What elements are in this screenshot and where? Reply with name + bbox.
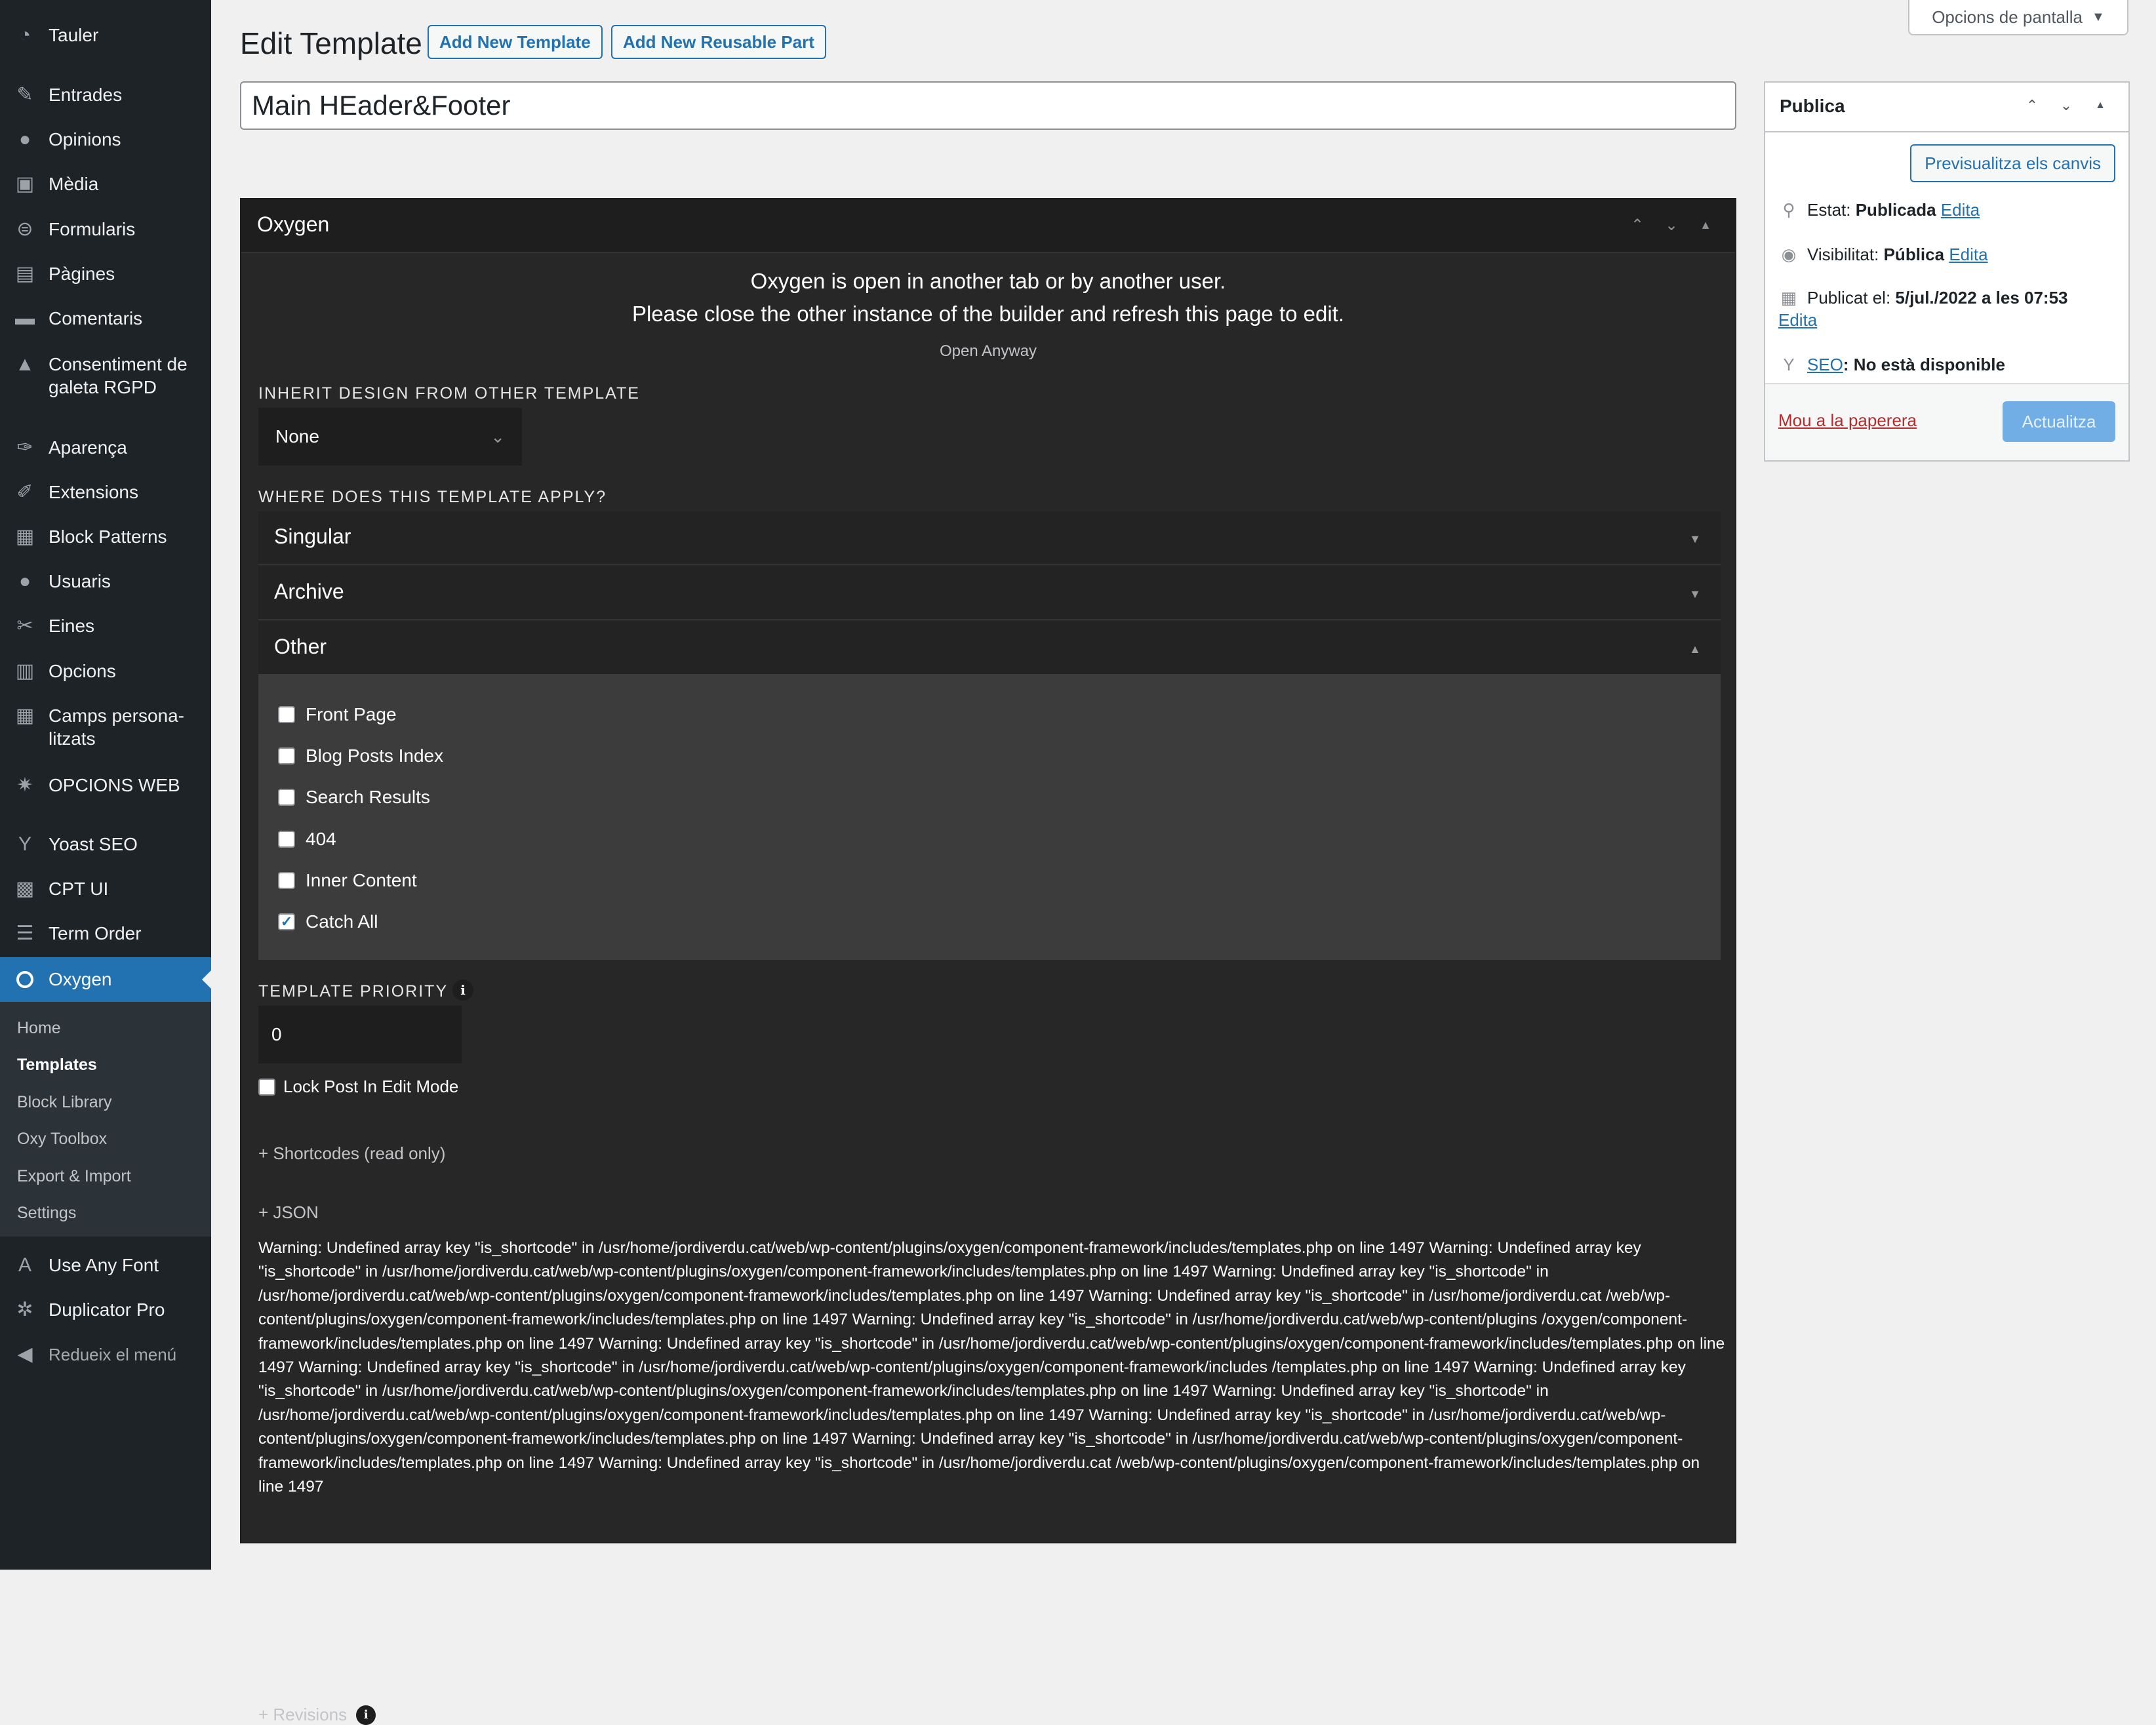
template-priority-input[interactable]: 0 (258, 1006, 462, 1063)
collapse-menu-button[interactable] (0, 1343, 211, 1385)
section-other[interactable] (258, 622, 1721, 675)
menu-item-cookie-consent[interactable] (0, 353, 211, 405)
media-icon: ▣ (15, 173, 35, 195)
gear-icon: ✷ (16, 774, 33, 796)
inherit-design-value: None (275, 426, 319, 446)
edit-date-row (1778, 308, 1817, 332)
option-front-page[interactable] (278, 702, 397, 728)
lock-icon: ▲ (15, 353, 35, 375)
submenu-home[interactable]: Home (17, 1019, 61, 1037)
edit-visibility-link[interactable]: Edita (1949, 245, 1988, 264)
menu-label: Redueix el menú (49, 1345, 177, 1364)
checkbox[interactable] (278, 789, 295, 806)
edit-date-link[interactable]: Edita (1778, 310, 1818, 330)
comment-icon: ▬ (15, 307, 35, 329)
menu-item-plugins[interactable] (0, 481, 211, 523)
menu-item-posts[interactable] (0, 83, 211, 125)
menu-label: OPCIONS WEB (49, 775, 180, 795)
checkbox[interactable] (258, 1079, 275, 1096)
menu-label: Entrades (49, 85, 123, 105)
lock-post-option[interactable] (258, 1077, 458, 1097)
menu-label: Tauler (49, 25, 99, 45)
collapse-arrow-icon: ▲ (1689, 643, 1701, 656)
template-title-input[interactable]: Main HEader&Footer (240, 81, 1736, 130)
admin-sidebar (0, 0, 211, 1570)
list-icon: ☰ (16, 922, 34, 944)
menu-label: Mèdia (49, 174, 99, 194)
section-label: Singular (274, 525, 351, 548)
submenu-templates[interactable]: Templates (17, 1056, 97, 1074)
menu-item-reviews[interactable] (0, 128, 211, 170)
oxygen-box-title: Oxygen (257, 212, 330, 236)
revisions-toggle-link[interactable] (258, 1705, 376, 1725)
inherit-design-select[interactable] (258, 408, 522, 466)
status-row (1778, 198, 1980, 222)
submenu-settings[interactable]: Settings (17, 1204, 77, 1222)
menu-item-appearance[interactable] (0, 436, 211, 478)
user-icon: ● (18, 129, 31, 150)
eye-icon: ◉ (1781, 245, 1797, 264)
menu-label: Usuaris (49, 571, 111, 591)
update-button[interactable]: Actualitza (2003, 401, 2115, 442)
menu-label: Yoast SEO (49, 834, 138, 854)
duplicator-icon: ✲ (16, 1299, 33, 1320)
php-warnings-text: Warning: Undefined array key "is_shortcode" in /usr/home/jordiverdu.cat/web/wp-content/plugins/oxygen/component-framework/includes/templates.php on line 1497 Warning: Undefined array key "is_shortcode" in /usr/home/jordiverdu.cat/web/wp-content/plugins/oxygen/component-framework/includes/templates.php on line 1497 Warning: Undefined array key "is_shortcode" in /usr/home/jordiverdu.cat/web/wp-content/plugins/oxygen/component-framework/includes/templates.php on line 1497 Warning: Undefined array key "is_shortcode" in /usr/home/jordiverdu.cat /web/wp-content/plugins/oxygen/component-framework/includes/templates.php on line 1497 Warning: Undefined array key "is_shortcode" in /usr/home/jordiverdu.cat/web/wp-content/plugins /oxygen/component-framework/includes/templates.php on line 1497 Warning: Undefined array key "is_shortcode" in /usr/home/jordiverdu.cat/web/wp-content/plugins/oxygen/component-framework/includes/templates.php on line 1497 Warning: Undefined array key "is_shortcode" in /usr/home/jordiverdu.cat/web/wp-content/plugins/oxygen/component-framework/includes /templates.php on line 1497 Warning: Undefined array key "is_shortcode" in /usr/home/jordiverdu.cat/web/wp-content/plugins/oxygen/component-framework/includes/templates.php on line 1497 Warning: Undefined array key "is_shortcode" in /usr/home/jordiverdu.cat/web/wp-content/plugins/oxygen/component-framework/includes/templates.php on line 1497 Warning: Undefined array key "is_shortcode" in /usr/home/jordiverdu.cat/web/wp-content/plugins/oxygen/component-framework/includes/templates.php on line 1497 Warning: Undefined array key "is_shortcode" in /usr/home/jordiverdu.cat/web/wp-content/plugins/oxygen/component-framework/includes/templates.php on line 1497 Warning: Undefined array key "is_shortcode" in /usr/home/jordiverdu.cat /web/wp-content/plugins/oxygen/component-framework/includes/templates.php on line 1497 (258, 1239, 1725, 1496)
option-label: Front Page (306, 704, 397, 724)
menu-item-use-any-font[interactable] (0, 1254, 211, 1296)
option-label: Catch All (306, 911, 378, 932)
json-toggle-link[interactable]: + JSON (258, 1202, 319, 1222)
template-priority-label: TEMPLATE PRIORITY (258, 982, 449, 1001)
info-icon[interactable]: i (356, 1705, 376, 1725)
shortcodes-toggle-link[interactable]: + Shortcodes (read only) (258, 1143, 446, 1163)
oxygen-lock-notice: Oxygen is open in another tab or by another user. (750, 269, 1226, 293)
move-down-icon[interactable]: ⌄ (2060, 97, 2073, 113)
option-label: 404 (306, 829, 336, 849)
pin-icon: ⚲ (1782, 200, 1795, 220)
grid-icon: ▦ (15, 526, 35, 547)
preview-changes-button[interactable]: Previsualitza els canvis (1910, 144, 2115, 182)
oxygen-box-header (241, 199, 1735, 253)
menu-label: Comentaris (49, 308, 143, 328)
submenu-block-library[interactable]: Block Library (17, 1093, 112, 1111)
submenu-export-import[interactable]: Export & Import (17, 1167, 131, 1185)
publish-box-header (1765, 83, 2128, 132)
checkbox[interactable] (278, 747, 295, 764)
other-options-panel (258, 674, 1721, 960)
toggle-panel-icon[interactable]: ▲ (1700, 218, 1711, 231)
visibility-row (1778, 243, 1988, 266)
seo-row (1778, 353, 2005, 376)
add-new-template-button[interactable]: Add New Template (428, 25, 603, 59)
option-search-results[interactable] (278, 784, 430, 810)
visibility-value: Pública (1883, 245, 1945, 264)
menu-item-cpt-ui[interactable] (0, 877, 211, 919)
menu-label: Opcions (49, 661, 116, 681)
published-value: 5/jul./2022 a les 07:53 (1895, 288, 2068, 307)
pin-icon: ✎ (16, 84, 33, 106)
template-apply-label: WHERE DOES THIS TEMPLATE APPLY? (258, 488, 607, 506)
screen-options-button[interactable] (1908, 0, 2128, 35)
section-label: Archive (274, 580, 344, 603)
plugin-icon: ✐ (16, 481, 33, 503)
move-to-trash-link[interactable]: Mou a la paperera (1778, 410, 1917, 430)
menu-item-forms[interactable] (0, 218, 211, 260)
toggle-panel-icon[interactable]: ▲ (2095, 100, 2106, 111)
menu-label: Oxygen (49, 969, 112, 989)
section-label: Other (274, 635, 327, 658)
status-value: Publicada (1855, 200, 1936, 220)
published-date-row (1778, 286, 2068, 309)
menu-label: Formularis (49, 219, 136, 239)
menu-label: Extensions (49, 482, 138, 502)
move-up-icon[interactable]: ⌃ (1630, 216, 1645, 234)
menu-item-block-patterns[interactable] (0, 525, 211, 567)
edit-status-link[interactable]: Edita (1940, 200, 1980, 220)
menu-item-web-options[interactable] (0, 774, 211, 816)
screen-options-label: Opcions de pantalla (1932, 7, 2083, 27)
option-inner-content[interactable] (278, 867, 417, 894)
published-label: Publicat el: (1807, 288, 1891, 307)
users-icon: ● (18, 570, 31, 592)
menu-item-custom-fields[interactable] (0, 704, 211, 757)
settings-icon: ▥ (15, 660, 35, 682)
seo-value: : No està disponible (1843, 355, 2005, 374)
chevron-down-icon: ⌄ (490, 426, 505, 446)
menu-item-media[interactable] (0, 172, 211, 214)
oxygen-meta-box (240, 198, 1736, 1724)
menu-label: Term Order (49, 923, 142, 943)
yoast-icon: Y (18, 833, 31, 855)
expand-arrow-icon: ▼ (1689, 587, 1701, 601)
menu-label: Aparença (49, 437, 127, 458)
move-down-icon[interactable]: ⌄ (1664, 216, 1679, 234)
section-singular[interactable] (258, 511, 1721, 565)
option-label: Blog Posts Index (306, 745, 444, 766)
option-label: Inner Content (306, 870, 417, 890)
menu-item-settings[interactable] (0, 660, 211, 702)
menu-item-tools[interactable] (0, 614, 211, 656)
wrench-icon: ✂ (16, 615, 33, 637)
cpt-icon: ▩ (15, 878, 35, 900)
publish-box-title: Publica (1780, 96, 1845, 116)
option-catch-all[interactable] (278, 909, 378, 935)
pages-icon: ▤ (15, 263, 35, 285)
revisions-label: + Revisions (258, 1705, 348, 1724)
font-icon: A (18, 1254, 31, 1276)
menu-item-pages[interactable] (0, 262, 211, 304)
oxygen-submenu (0, 1002, 211, 1237)
menu-item-oxygen[interactable] (0, 957, 211, 1002)
publish-meta-box (1764, 81, 2130, 462)
option-label: Search Results (306, 787, 430, 807)
menu-label: Camps persona-litzats (49, 705, 184, 749)
menu-item-comments[interactable] (0, 307, 211, 349)
table-icon: ▦ (15, 705, 35, 726)
menu-label: CPT UI (49, 879, 109, 899)
page-title: Edit Template (240, 26, 422, 60)
checkbox-checked[interactable]: ✓ (278, 913, 295, 930)
collapse-icon: ◀ (17, 1343, 33, 1365)
open-anyway-link[interactable]: Open Anyway (939, 342, 1037, 360)
yoast-icon: Y (1783, 355, 1795, 374)
checkbox[interactable] (278, 831, 295, 848)
menu-item-dashboard[interactable] (0, 24, 211, 66)
submenu-oxy-toolbox[interactable]: Oxy Toolbox (17, 1130, 108, 1148)
lock-post-label: Lock Post In Edit Mode (283, 1077, 459, 1096)
section-archive[interactable] (258, 566, 1721, 620)
visibility-label: Visibilitat: (1807, 245, 1879, 264)
move-up-icon[interactable]: ⌃ (2026, 97, 2039, 113)
option-blog-posts-index[interactable] (278, 743, 443, 769)
checkbox[interactable] (278, 706, 295, 723)
inherit-design-label: INHERIT DESIGN FROM OTHER TEMPLATE (258, 384, 640, 403)
status-label: Estat: (1807, 200, 1851, 220)
seo-link[interactable]: SEO (1807, 355, 1843, 374)
paintbrush-icon: ✑ (16, 437, 33, 458)
menu-label: Eines (49, 616, 95, 636)
dashboard-icon: ◔ (18, 24, 31, 46)
menu-label: Opinions (49, 129, 121, 149)
menu-label: Use Any Font (49, 1255, 159, 1275)
menu-item-yoast-seo[interactable] (0, 833, 211, 875)
caret-down-icon: ▼ (2092, 9, 2105, 24)
forms-icon: ⊜ (16, 218, 33, 240)
calendar-icon: ▦ (1780, 288, 1797, 307)
option-404[interactable] (278, 826, 336, 852)
expand-arrow-icon: ▼ (1689, 532, 1701, 545)
menu-label: Pàgines (49, 264, 115, 284)
menu-item-duplicator-pro[interactable] (0, 1298, 211, 1340)
menu-label: Consentiment de galeta RGPD (49, 354, 188, 397)
info-icon[interactable]: i (452, 980, 473, 1001)
menu-label: Duplicator Pro (49, 1299, 165, 1320)
checkbox[interactable] (278, 872, 295, 889)
publish-box-footer (1765, 383, 2128, 460)
menu-item-users[interactable] (0, 570, 211, 612)
menu-label: Block Patterns (49, 526, 167, 547)
oxygen-lock-instructions: Please close the other instance of the builder and refresh this page to edit. (631, 302, 1345, 326)
add-new-reusable-part-button[interactable]: Add New Reusable Part (611, 25, 826, 59)
oxygen-icon (13, 968, 37, 991)
